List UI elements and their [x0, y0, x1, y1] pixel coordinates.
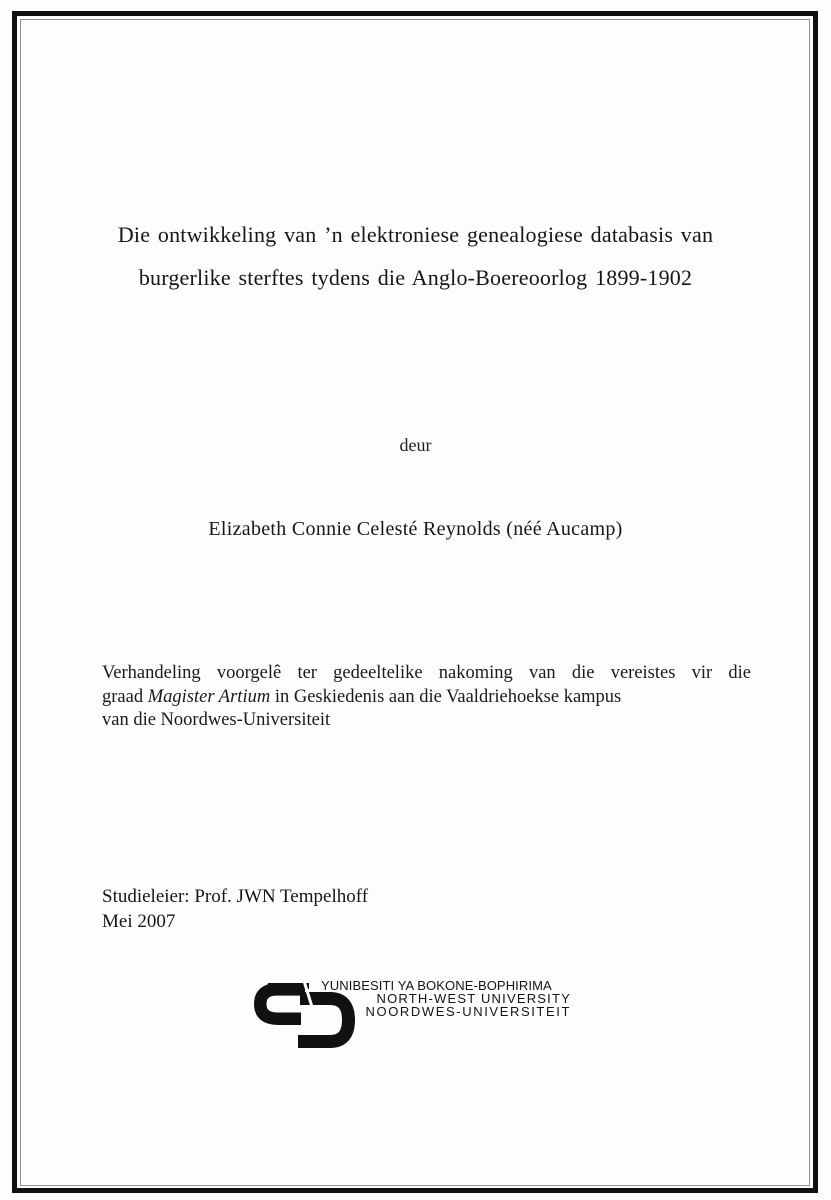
title-line-2: burgerlike sterftes tydens die Anglo-Boereoorlog 1899-1902	[138, 265, 693, 290]
university-wordmark	[321, 980, 571, 1018]
inner-border-frame	[20, 19, 810, 1186]
outer-border-frame	[12, 11, 818, 1193]
thesis-title	[60, 213, 771, 299]
author-name: Elizabeth Connie Celesté Reynolds (néé Aucamp)	[208, 518, 623, 540]
submission-line-3: van die Noordwes-Universiteit	[102, 710, 331, 730]
wordmark-afrikaans: NOORDWES-UNIVERSITEIT	[365, 1003, 571, 1019]
supervisor-block	[102, 885, 368, 934]
wordmark-setswana: YUNIBESITI YA BOKONE-BOPHIRIMA	[321, 978, 552, 993]
submission-line-2-prefix: graad	[102, 686, 148, 707]
date-line: Mei 2007	[102, 910, 176, 932]
supervisor-line: Studieleier: Prof. JWN Tempelhoff	[102, 886, 369, 907]
submission-line-2-suffix: in Geskiedenis aan die Vaaldriehoekse kampus	[270, 686, 622, 707]
nwu-interlocked-links-icon	[252, 983, 357, 1049]
submission-line-2	[102, 686, 751, 710]
wordmark-english: NORTH-WEST UNIVERSITY	[376, 990, 571, 1006]
submission-statement	[102, 662, 751, 733]
byline-label: deur	[399, 435, 432, 455]
submission-line-1: Verhandeling voorgelê ter gedeeltelike nakoming van die vereistes vir die	[102, 663, 751, 683]
degree-name-italic: Magister Artium	[147, 686, 271, 707]
title-line-1: Die ontwikkeling van ’n elektroniese genealogiese databasis van	[117, 222, 714, 247]
